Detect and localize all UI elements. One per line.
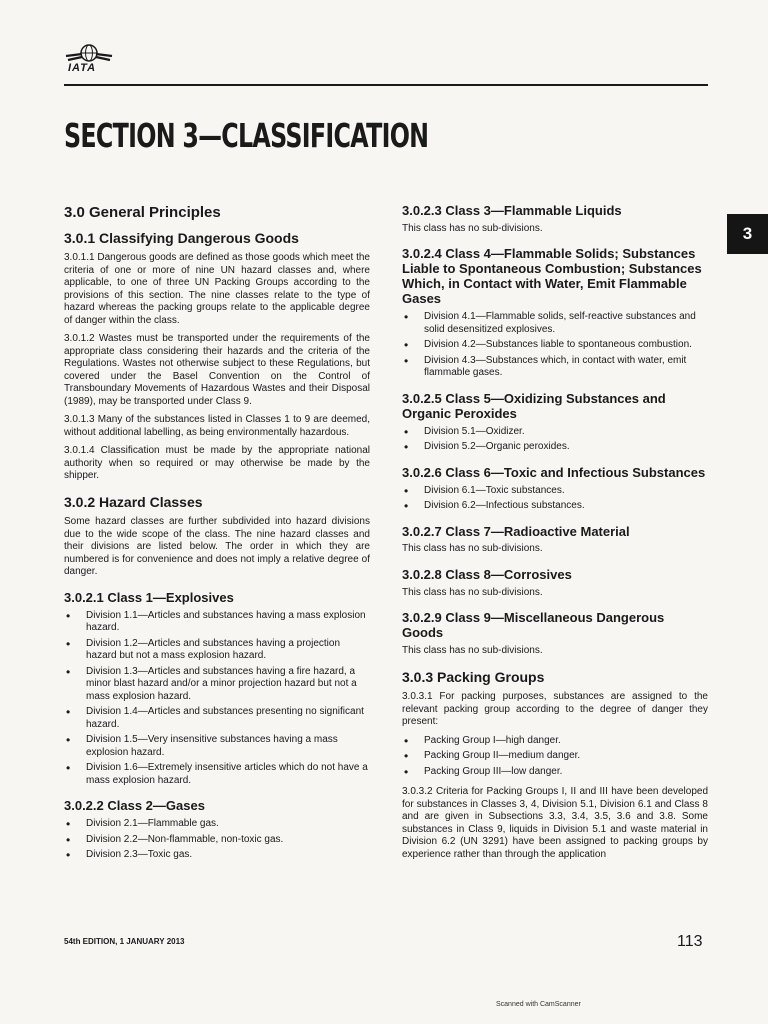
- heading-3-0-2-4: 3.0.2.4 Class 4—Flammable Solids; Substances Liable to Spontaneous Combustion; Substances Which, in Contact with Water, Emit Flammable Gases: [402, 246, 702, 307]
- heading-3-0-2-1: 3.0.2.1 Class 1—Explosives: [64, 589, 234, 605]
- list-item: • Division 6.2—Infectious substances.: [402, 500, 708, 513]
- list-item: • Division 1.2—Articles and substances having a projection hazard but not a mass explosion hazard.: [64, 638, 370, 663]
- para-3-0-3-1: 3.0.3.1 For packing purposes, substances are assigned to the relevant packing group according to the degree of danger they present:: [402, 691, 708, 728]
- class6-list: [402, 485, 708, 513]
- class2-list: [64, 818, 370, 862]
- right-column: [402, 204, 708, 867]
- edition-footer: 54th EDITION, 1 JANUARY 2013: [64, 937, 185, 946]
- para-3-0-1-2: 3.0.1.2 Wastes must be transported under the requirements of the appropriate class considering their hazards and the criteria of the Regulations. Wastes not otherwise subject to these Regulations, but covered under the Basel Convention on the Control of Transboundary Movements of Hazardous Wastes and their Disposal (1989), may be transported under Class 9.: [64, 333, 370, 407]
- para-3-0-1-3: 3.0.1.3 Many of the substances listed in Classes 1 to 9 are deemed, without additional labelling, as being environmentally hazardous.: [64, 414, 370, 438]
- section-tab: 3: [727, 214, 768, 254]
- packing-group-list: [402, 735, 708, 779]
- list-item: • Division 2.3—Toxic gas.: [64, 849, 370, 862]
- heading-3-0-2-8: 3.0.2.8 Class 8—Corrosives: [402, 566, 572, 582]
- list-item: • Division 1.5—Very insensitive substances having a mass explosion hazard.: [64, 734, 370, 759]
- list-item: • Division 4.3—Substances which, in contact with water, emit flammable gases.: [402, 355, 708, 380]
- heading-3-0-3: 3.0.3 Packing Groups: [402, 668, 545, 685]
- para-3-0-2-7: This class has no sub-divisions.: [402, 543, 543, 555]
- list-item: • Division 1.3—Articles and substances having a fire hazard, a minor blast hazard and/or a minor projection hazard but not a mass explosion hazard.: [64, 666, 370, 704]
- class4-list: [402, 311, 708, 380]
- heading-3-0-1: 3.0.1 Classifying Dangerous Goods: [64, 230, 299, 246]
- heading-3-0-2-5: 3.0.2.5 Class 5—Oxidizing Substances and Organic Peroxides: [402, 390, 666, 421]
- para-3-0-3-2: 3.0.3.2 Criteria for Packing Groups I, II and III have been developed for substances in Classes 3, 4, Division 5.1, Division 6.1 and Class 8 and are given in Subsections 3.3, 3.4, 3.5, 3.6 and 3.8. Some substances in Class 9, liquids in Division 5.1 and waste material in Division 6.2 (UN 3291) have been assigned to packing groups by experience rather than through the application: [402, 786, 708, 860]
- para-3-0-2-3: This class has no sub-divisions.: [402, 222, 543, 234]
- heading-3-0-2-3: 3.0.2.3 Class 3—Flammable Liquids: [402, 203, 622, 218]
- list-item: • Division 4.1—Flammable solids, self-reactive substances and solid desensitized explosives.: [402, 311, 708, 336]
- list-item: • Division 2.2—Non-flammable, non-toxic gas.: [64, 834, 370, 847]
- logo-text: IATA: [68, 62, 97, 74]
- para-3-0-2-9: This class has no sub-divisions.: [402, 645, 543, 657]
- list-item: • Packing Group III—low danger.: [402, 766, 708, 779]
- list-item: • Packing Group II—medium danger.: [402, 750, 708, 763]
- list-item: • Division 1.4—Articles and substances presenting no significant hazard.: [64, 706, 370, 731]
- class1-list: [64, 610, 370, 788]
- heading-3-0-2-2: 3.0.2.2 Class 2—Gases: [64, 798, 205, 814]
- para-3-0-2-8: This class has no sub-divisions.: [402, 586, 543, 598]
- list-item: • Division 5.2—Organic peroxides.: [402, 441, 708, 454]
- list-item: • Division 4.2—Substances liable to spontaneous combustion.: [402, 339, 708, 352]
- para-3-0-1-1: 3.0.1.1 Dangerous goods are defined as those goods which meet the criteria of one or more of nine UN hazard classes and, where applicable, to one of three UN Packing Groups according to the provisions of this section. The nine classes relate to the type of hazard whereas the packing groups relate to the applicable degree of danger within the class.: [64, 252, 370, 326]
- heading-3-0-2: 3.0.2 Hazard Classes: [64, 493, 203, 510]
- heading-3-0-2-6: 3.0.2.6 Class 6—Toxic and Infectious Substances: [402, 464, 706, 480]
- list-item: • Division 1.6—Extremely insensitive articles which do not have a mass explosion hazard.: [64, 762, 370, 787]
- class5-list: [402, 426, 708, 454]
- para-3-0-2: Some hazard classes are further subdivided into hazard divisions due to the wide scope of the class. The nine hazard classes and their divisions are listed below. The order in which they are numbered is for convenience and does not imply a relative degree of danger.: [64, 516, 370, 578]
- page-number: 113: [677, 933, 703, 950]
- list-item: • Division 6.1—Toxic substances.: [402, 485, 708, 498]
- scanner-watermark: Scanned with CamScanner: [496, 1001, 581, 1008]
- list-item: • Packing Group I—high danger.: [402, 735, 708, 748]
- list-item: • Division 5.1—Oxidizer.: [402, 426, 708, 439]
- heading-3-0-2-9: 3.0.2.9 Class 9—Miscellaneous Dangerous Goods: [402, 610, 665, 641]
- header-rule: [64, 84, 708, 86]
- section-title: SECTION 3—CLASSIFICATION: [64, 116, 429, 155]
- heading-3-0-2-7: 3.0.2.7 Class 7—Radioactive Material: [402, 523, 630, 539]
- heading-3-0: 3.0 General Principles: [64, 204, 221, 221]
- left-column: [64, 204, 370, 870]
- list-item: • Division 1.1—Articles and substances having a mass explosion hazard.: [64, 610, 370, 635]
- list-item: • Division 2.1—Flammable gas.: [64, 818, 370, 831]
- para-3-0-1-4: 3.0.1.4 Classification must be made by the appropriate national authority when so required or may otherwise be made by the shipper.: [64, 445, 370, 482]
